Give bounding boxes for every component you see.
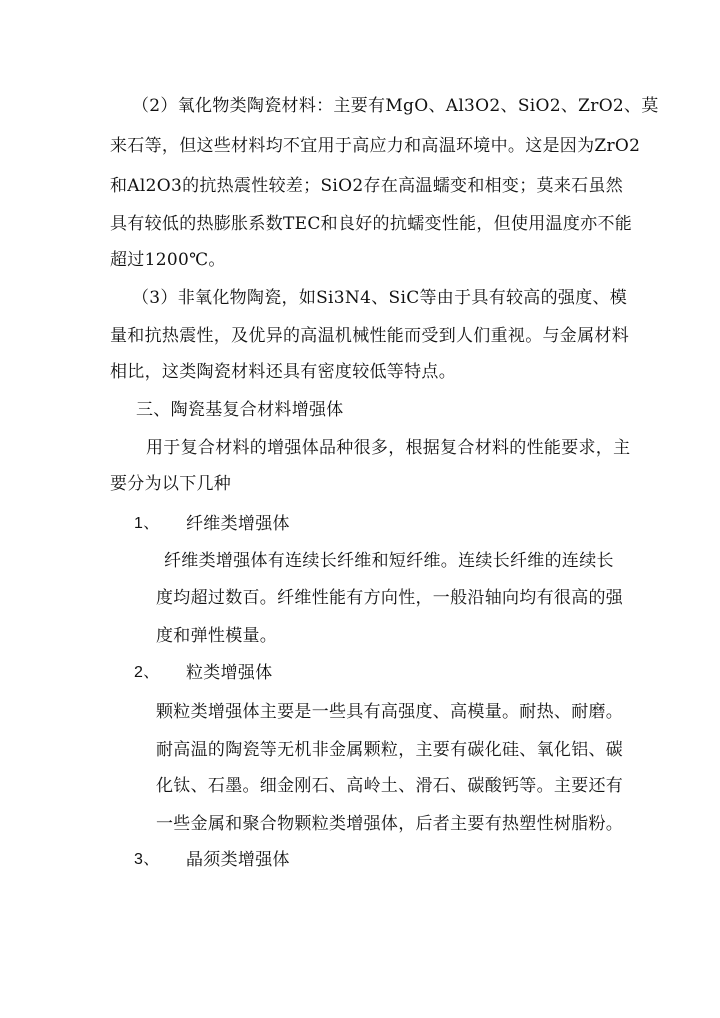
item-3-number: 3、 <box>134 851 160 868</box>
item-1-body-line-1: 纤维类增强体有连续长纤维和短纤维。连续长纤维的连续长 <box>164 551 614 571</box>
item-2-body-line-2: 耐高温的陶瓷等无机非金属颗粒，主要有碳化硅、氧化铝、碳 <box>156 740 624 760</box>
oxide-paragraph-line-2: 来石等，但这些材料均不宜用于高应力和高温环境中。这是因为ZrO2 <box>110 136 641 156</box>
section-heading: 三、陶瓷基复合材料增强体 <box>136 400 344 420</box>
intro-paragraph-line-2: 要分为以下几种 <box>110 474 232 494</box>
item-1-body-line-2: 度均超过数百。纤维性能有方向性，一般沿轴向均有很高的强 <box>156 588 624 608</box>
oxide-paragraph-line-4: 具有较低的热膨胀系数TEC和良好的抗蠕变性能，但使用温度亦不能 <box>110 214 633 234</box>
oxide-paragraph-line-5: 超过1200℃。 <box>110 250 226 270</box>
item-2-number: 2、 <box>134 664 160 681</box>
item-1-title: 纤维类增强体 <box>186 514 290 534</box>
intro-paragraph-line-1: 用于复合材料的增强体品种很多，根据复合材料的性能要求，主 <box>146 438 631 458</box>
item-2-title: 粒类增强体 <box>186 663 273 683</box>
non-oxide-paragraph-line-3: 相比，这类陶瓷材料还具有密度较低等特点。 <box>110 362 456 382</box>
item-1-body-line-3: 度和弹性模量。 <box>156 626 278 646</box>
item-2-body-line-4: 一些金属和聚合物颗粒类增强体，后者主要有热塑性树脂粉。 <box>156 814 624 834</box>
item-1-number: 1、 <box>134 515 160 532</box>
item-2-body-line-1: 颗粒类增强体主要是一些具有高强度、高模量。耐热、耐磨。 <box>156 702 624 722</box>
oxide-paragraph-line-1: （2）氧化物类陶瓷材料：主要有MgO、Al3O2、SiO2、ZrO2、莫 <box>132 96 659 116</box>
non-oxide-paragraph-line-2: 量和抗热震性，及优异的高温机械性能而受到人们重视。与金属材料 <box>110 326 629 346</box>
item-3-title: 晶须类增强体 <box>186 850 290 870</box>
oxide-paragraph-line-3: 和Al2O3的抗热震性较差；SiO2存在高温蠕变和相变；莫来石虽然 <box>110 176 624 196</box>
item-2-body-line-3: 化钛、石墨。细金刚石、高岭土、滑石、碳酸钙等。主要还有 <box>156 776 624 796</box>
non-oxide-paragraph-line-1: （3）非氧化物陶瓷，如Si3N4、SiC等由于具有较高的强度、模 <box>132 288 628 308</box>
